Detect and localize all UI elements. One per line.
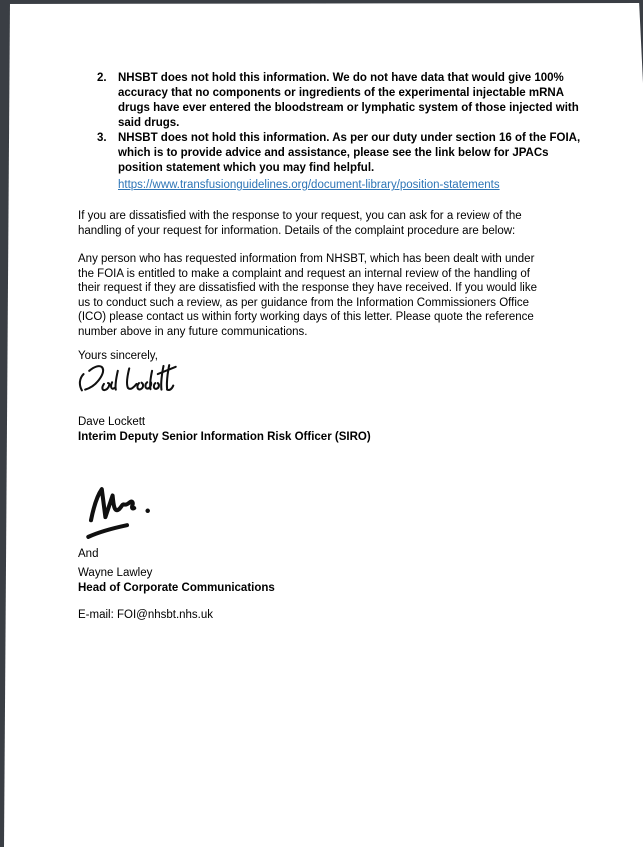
signatory-name: Dave Lockett — [78, 416, 146, 428]
signatory-title: Interim Deputy Senior Information Risk Officer (SIRO) — [78, 430, 371, 443]
signatory-block — [78, 415, 371, 444]
position-statements-link[interactable]: https://www.transfusionguidelines.org/document-library/position-statements — [118, 179, 500, 191]
link-line — [118, 178, 581, 193]
list-item-text: NHSBT does not hold this information. As per our duty under section 16 of the FOIA, which is to provide advice and assistance, please see the link below for JPACs position statement which you may find helpful. — [118, 132, 581, 174]
list-item-text — [118, 131, 581, 193]
dave-lockett-signature-icon — [77, 358, 179, 400]
wayne-lawley-signature-icon — [82, 482, 172, 545]
list-item — [97, 131, 581, 193]
scan-edge-left — [0, 0, 10, 847]
list-item — [97, 71, 581, 131]
body-paragraph: If you are dissatisfied with the response to your request, you can ask for a review of the handling of your request for information. Details of the complaint procedure are below: — [78, 210, 522, 237]
signatory-title: Head of Corporate Communications — [78, 581, 275, 594]
closing-salutation: Yours sincerely, — [78, 350, 158, 362]
signature-dot — [145, 509, 150, 514]
scan-edge-right-wedge — [639, 0, 643, 83]
and-connector: And — [78, 548, 99, 560]
scan-edge-top — [0, 0, 643, 4]
signatory-name: Wayne Lawley — [78, 567, 153, 579]
email-line: E-mail: FOI@nhsbt.nhs.uk — [78, 609, 214, 621]
list-item-number: 3. — [97, 132, 107, 144]
list-item-text: NHSBT does not hold this information. We do not have data that would give 100% accuracy that no components or ingredients of the experimental injectable mRNA drugs have ever entered the bloodstream or lymphatic system of those injected with said drugs. — [118, 72, 579, 129]
list-item-number: 2. — [97, 72, 107, 84]
numbered-list — [97, 71, 581, 193]
body-paragraph: Any person who has requested information from NHSBT, which has been dealt with under the FOIA is entitled to make a complaint and request an internal review of the handling of their request if they are dissatisfied with the response they have received. If you would like us to conduct such a review, as per guidance from the Information Commissioners Office (ICO) please contact us within forty working days of this letter. Please quote the reference number above in any future communications. — [78, 253, 537, 338]
signatory-block — [78, 566, 275, 595]
